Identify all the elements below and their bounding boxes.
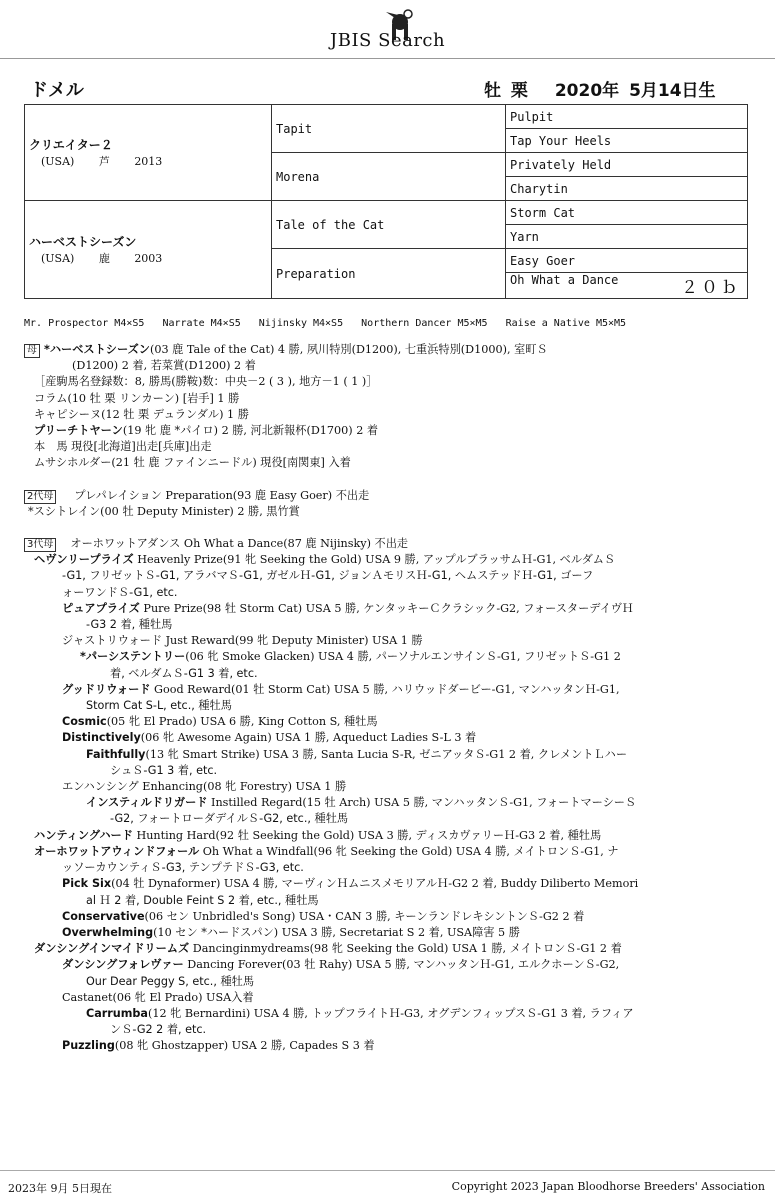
family-record: 母 *ハーベストシーズン(03 鹿 Tale of the Cat) 4 勝, 夙川特別(D1200), 七重浜特別(D1000), 室町Ｓ (D1200) 2 着, 若菜賞(D1200) 2 着 ［産駒馬名登録数：8, 勝馬(勝鞍)数：中央－2 ( 3 ), 地方－1 ( 1 )］ コラム(10 牡 栗 リンカーン) [岩手] 1 勝 キャピシーヌ(12 牡 栗 デュランダル) 1 勝 プリーチトヤーン(19 牝 鹿 *パイロ) 2 勝, 河北新報杯(D1700) 2 着 本 馬 現役[北海道]出走[兵庫]出走 ムサシホルダー(21 牡 鹿 ファインニードル) 現役[南関東] 入着 2代母 プレパレイション Preparation(93 鹿 Easy Goer) 不出走 *スシトレイン(00 牡 Deputy Minister) 2 勝, 黒竹賞 3代母 オーホワットアダンス Oh What a Dance(87 鹿 Nijinsky) 不出走 ヘヴンリープライズ Heavenly Prize(91 牝 Seeking the Gold) USA 9 勝, アップルブラッサムＨ-G1, ベルダムＳ -G1, フリゼットＳ-G1, アラバマＳ-G1, ガゼルＨ-G1, ジョンＡモリスＨ-G1, ヘムステッドＨ-G1, ゴーフ ォーワンドＳ-G1, etc. ピュアプライズ Pure Prize(98 牡 Storm Cat) USA 5 勝, ケンタッキーＣクラシック-G2, フォースターデイヴＨ -G3 2 着, 種牡馬 ジャストリウォード Just Reward(99 牝 Deputy Minister) USA 1 勝 *パーシステントリー(06 牝 Smoke Glacken) USA 4 勝, パーソナルエンサインＳ-G1, フリゼットＳ-G1 2 着, ベルダムＳ-G1 3 着, etc. グッドリウォード Good Reward(01 牡 Storm Cat) USA 5 勝, ハリウッドダービー-G1, マンハッタンＨ-G1, Storm Cat S-L, etc., 種牡馬 Cosmic(05 牝 El Prado) USA 6 勝, King Cotton S, 種牡馬 Distinctively(06 牝 Awesome Again) USA 1 勝, Aqueduct Ladies S-L 3 着 Faithfully(13 牝 Smart Strike) USA 3 勝, Santa Lucia S-R, ゼニアッタＳ-G1 2 着, クレメントＬハー シュＳ-G1 3 着, etc. エンハンシング Enhancing(08 牝 Forestry) USA 1 勝 インスティルドリガード Instilled Regard(15 牡 Arch) USA 5 勝, マンハッタンＳ-G1, フォートマーシーＳ -G2, フォートローダデイルＳ-G2, etc., 種牡馬 ハンティングハード Hunting Hard(92 牡 Seeking the Gold) USA 3 勝, ディスカヴァリーＨ-G3 2 着, 種牡馬 オーホワットアウィンドフォール Oh What a Windfall(96 牝 Seeking the Gold) USA 4 勝, メイトロンＳ-G1, ナ ッソーカウンティＳ-G3, テンプテドＳ-G3, etc. Pick Six(04 牡 Dynaformer) USA 4 勝, マーヴィンＨムニスメモリアルＨ-G2 2 着, Buddy Diliberto Memori al Ｈ 2 着, Double Feint S 2 着, etc., 種牡馬 Conservative(06 セン Unbridled's Song) USA・CAN 3 勝, キーンランドレキシントンＳ-G2 2 着 Overwhelming(10 セン *ハードスパン) USA 3 勝, Secretariat S 2 着, USA障害 5 勝 ダンシングインマイドリームズ Dancinginmydreams(98 牝 Seeking the Gold) USA 1 勝, メイトロンＳ-G1 2 着 ダンシングフォレヴァー Dancing Forever(03 牡 Rahy) USA 5 勝, マンハッタンＨ-G1, エルクホーンＳ-G2, Our Dear Peggy S, etc., 種牡馬 Castanet(06 牝 El Prado) USA入着 Carrumba(12 牝 Bernardini) USA 4 勝, トップフライトＨ-G3, オグデンフィップスＳ-G1 3 着, ラフィア ンＳ-G2 2 着, etc. Puzzling(08 牝 Ghostzapper) USA 2 勝, Capades S 3 着 xyxy=(24,342,754,1055)
offspring-entry: *スシトレイン(00 牡 Deputy Minister) 2 勝, 黒竹賞 xyxy=(28,504,300,518)
ancestor-gen3[interactable]: Tap Your Heels xyxy=(506,129,748,153)
offspring-entry: ムサシホルダー(21 牡 鹿 ファインニードル) 現役[南関東] 入着 xyxy=(34,456,351,470)
record-text: 着, ベルダムＳ-G1 3 着, etc. xyxy=(110,666,258,680)
sire-name: クリエイター２ xyxy=(29,138,113,152)
record-text: (19 牝 鹿 *パイロ) 2 勝, 河北新報杯(D1700) 2 着 xyxy=(122,424,379,438)
sire-cell[interactable] xyxy=(25,105,272,201)
second-dam-text: プレパレイション Preparation(93 鹿 Easy Goer) 不出走 xyxy=(74,488,370,502)
offspring-name-link[interactable]: Carrumba xyxy=(86,1006,148,1020)
offspring-entry: 本 馬 現役[北海道]出走[兵庫]出走 xyxy=(34,440,212,454)
sire-dam[interactable]: Morena xyxy=(272,153,506,201)
offspring-name-link[interactable]: ダンシングフォレヴァー xyxy=(62,958,184,972)
offspring-name-link[interactable]: Overwhelming xyxy=(62,925,154,939)
footer-divider xyxy=(0,1170,775,1171)
ancestor-gen3[interactable]: Pulpit xyxy=(506,105,748,129)
offspring-name-link[interactable]: インスティルドリガード xyxy=(86,796,208,810)
horse-info: 牡 栗 2020年 5月14日生 xyxy=(484,81,716,101)
record-text: Storm Cat S-L, etc., 種牡馬 xyxy=(86,699,232,713)
record-text: (D1200) 2 着, 若菜賞(D1200) 2 着 xyxy=(72,359,256,373)
ancestor-gen3[interactable]: Storm Cat xyxy=(506,201,748,225)
offspring-name-link[interactable]: オーホワットアウィンドフォール xyxy=(34,844,200,858)
horse-name: ドメル xyxy=(30,80,84,101)
offspring-name-link[interactable]: Faithfully xyxy=(86,747,146,761)
ancestor-gen3[interactable]: Yarn xyxy=(506,225,748,249)
dam-name-link[interactable]: *ハーベストシーズン xyxy=(44,343,150,356)
offspring-entry: Castanet(06 牝 El Prado) USA入着 xyxy=(62,990,254,1004)
record-text: -G3 2 着, 種牡馬 xyxy=(86,618,173,632)
third-dam-text: オーホワットアダンス Oh What a Dance(87 鹿 Nijinsky) 不出走 xyxy=(70,537,409,551)
pedigree-table xyxy=(24,104,748,299)
as-of-date: 2023年 9月 5日現在 xyxy=(8,1182,112,1195)
record-text: ッソーカウンティＳ-G3, テンプテドＳ-G3, etc. xyxy=(62,861,304,875)
record-text: ォーワンドＳ-G1, etc. xyxy=(62,585,178,599)
dam-name: ハーベストシーズン xyxy=(29,235,137,249)
ancestor-gen3[interactable]: Charytin xyxy=(506,177,748,201)
offspring-entry: コラム(10 牡 栗 リンカーン) [岩手] 1 勝 xyxy=(34,391,240,405)
record-text: ンＳ-G2 2 着, etc. xyxy=(110,1023,207,1037)
inbreeding-cross: Mr. Prospector M4×S5 Narrate M4×S5 Nijinsky M4×S5 Northern Dancer M5×M5 Raise a Native M5×M5 xyxy=(24,318,627,329)
dam-tag: 母 xyxy=(24,344,40,358)
offspring-summary: ［産駒馬名登録数：8, 勝馬(勝鞍)数：中央－2 ( 3 ), 地方－1 ( 1 )］ xyxy=(34,375,378,389)
offspring-name-link[interactable]: ダンシングインマイドリームズ xyxy=(34,942,190,956)
offspring-name-link[interactable]: ピュアプライズ xyxy=(62,601,140,615)
offspring-name-link[interactable]: Puzzling xyxy=(62,1039,115,1053)
offspring-entry: ジャストリウォード Just Reward(99 牝 Deputy Minister) USA 1 勝 xyxy=(62,634,423,648)
record-text: シュＳ-G1 3 着, etc. xyxy=(110,763,218,777)
dam-details: (USA) 鹿 2003 xyxy=(41,252,163,265)
header-divider xyxy=(0,58,775,59)
ancestor-gen3[interactable]: Easy Goer xyxy=(506,249,748,273)
offspring-name-link[interactable]: *パーシステントリー xyxy=(80,650,186,664)
offspring-name-link[interactable]: プリーチトヤーン xyxy=(34,424,123,438)
copyright: Copyright 2023 Japan Bloodhorse Breeders' Association xyxy=(451,1180,765,1193)
record-text: -G2, フォートローダデイルＳ-G2, etc., 種牡馬 xyxy=(110,812,349,826)
gen2-tag: 2代母 xyxy=(24,490,56,504)
offspring-name-link[interactable]: Conservative xyxy=(62,909,145,923)
dam-dam[interactable]: Preparation xyxy=(272,249,506,299)
sire-details: (USA) 芦 2013 xyxy=(41,155,163,168)
record-text: (03 鹿 Tale of the Cat) 4 勝, 夙川特別(D1200), 七重浜特別(D1000), 室町Ｓ xyxy=(149,343,548,356)
dam-sire[interactable]: Tale of the Cat xyxy=(272,201,506,249)
ancestor-gen3[interactable]: Privately Held xyxy=(506,153,748,177)
gen3-tag: 3代母 xyxy=(24,538,56,552)
family-number: ２０ｂ xyxy=(681,278,741,298)
offspring-entry: エンハンシング Enhancing(08 牝 Forestry) USA 1 勝 xyxy=(62,780,347,794)
dam-cell[interactable] xyxy=(25,201,272,299)
record-text: Our Dear Peggy S, etc., 種牡馬 xyxy=(86,974,255,988)
offspring-name-link[interactable]: ヘヴンリープライズ xyxy=(34,553,134,567)
offspring-name-link[interactable]: グッドリウォード xyxy=(62,682,151,696)
offspring-name-link[interactable]: Cosmic xyxy=(62,715,107,729)
offspring-entry: キャピシーヌ(12 牡 栗 デュランダル) 1 勝 xyxy=(34,407,249,421)
offspring-name-link[interactable]: Distinctively xyxy=(62,731,141,745)
offspring-name-link[interactable]: ハンティングハード xyxy=(34,828,133,842)
offspring-name-link[interactable]: Pick Six xyxy=(62,877,112,891)
record-text: al Ｈ 2 着, Double Feint S 2 着, etc., 種牡馬 xyxy=(86,893,319,907)
record-text: -G1, フリゼットＳ-G1, アラバマＳ-G1, ガゼルＨ-G1, ジョンＡモリスＨ-G1, ヘムステッドＨ-G1, ゴーフ xyxy=(62,569,594,583)
ancestor-gen3[interactable]: Oh What a Dance ２０ｂ xyxy=(506,273,748,299)
logo-text: JBIS Search xyxy=(330,30,446,51)
sire-sire[interactable]: Tapit xyxy=(272,105,506,153)
